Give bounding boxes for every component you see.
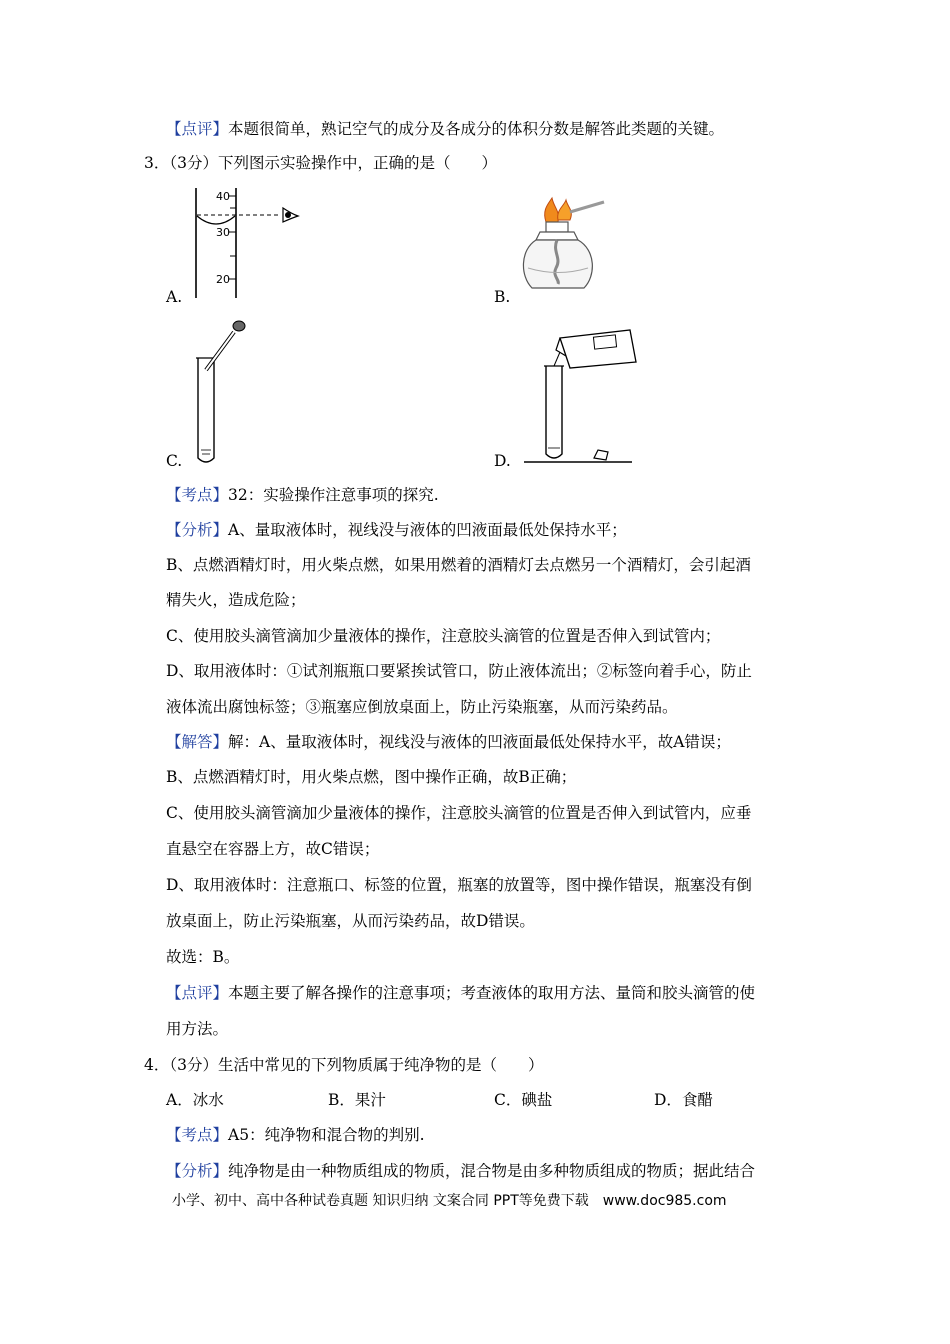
cylinder-mark-30: 30 — [216, 226, 230, 239]
jieda-3-line-4: 直悬空在容器上方，故C错误； — [166, 840, 380, 858]
kaodian-4-tag: 【考点】 — [166, 1126, 229, 1144]
review-3-tag: 【点评】 — [166, 984, 229, 1002]
kaodian-4 — [166, 1124, 425, 1146]
jieda-text: 解：A、量取液体时，视线没与液体的凹液面最低处保持水平，故A错误； — [228, 733, 731, 751]
fenxi-3-line-5: D、取用液体时：①试剂瓶瓶口要紧挨试管口，防止液体流出；②标签向着手心，防止 — [166, 662, 752, 680]
kaodian-text: 32：实验操作注意事项的探究. — [228, 486, 439, 504]
jieda-3-line-5: D、取用液体时：注意瓶口、标签的位置，瓶塞的放置等，图中操作错误，瓶塞没有倒 — [166, 876, 752, 894]
q4-option-a: A．冰水 — [166, 1091, 224, 1109]
option-c-label: C. — [166, 452, 183, 470]
review-tag: 【点评】 — [166, 120, 229, 138]
bottle-stopper-icon — [594, 450, 608, 460]
fenxi-tag: 【分析】 — [166, 521, 229, 539]
fenxi-3-line-4: C、使用胶头滴管滴加少量液体的操作，注意胶头滴管的位置是否伸入到试管内； — [166, 627, 721, 645]
fenxi-text: A、量取液体时，视线没与液体的凹液面最低处保持水平； — [228, 521, 627, 539]
fenxi-3-line-6: 液体流出腐蚀标签；③瓶塞应倒放桌面上，防止污染瓶塞，从而污染药品。 — [166, 698, 678, 716]
kaodian-tag: 【考点】 — [166, 486, 229, 504]
cylinder-mark-40: 40 — [216, 190, 230, 203]
kaodian-4-text: A5：纯净物和混合物的判别. — [228, 1126, 425, 1144]
alcohol-lamp-figure — [518, 196, 628, 300]
rubber-bulb-icon — [233, 321, 245, 331]
jieda-tag: 【解答】 — [166, 733, 229, 751]
review-text: 本题很简单，熟记空气的成分及各成分的体积分数是解答此类题的关键。 — [228, 120, 725, 138]
option-a-label: A. — [166, 288, 183, 306]
graduated-cylinder-figure — [180, 186, 310, 301]
fenxi-3-line-3: 精失火，造成危险； — [166, 591, 306, 609]
jieda-3-answer: 故选：B。 — [166, 948, 240, 966]
question-3-stem: 3．（3分）下列图示实验操作中，正确的是（ ） — [144, 154, 497, 172]
jieda-3-line-2: B、点燃酒精灯时，用火柴点燃，图中操作正确，故B正确； — [166, 768, 577, 786]
kaodian-3 — [166, 484, 439, 506]
option-d-label: D. — [494, 452, 511, 470]
question-4-stem: 4．（3分）生活中常见的下列物质属于纯净物的是（ ） — [144, 1056, 544, 1074]
cylinder-mark-20: 20 — [216, 273, 230, 286]
jieda-3-line-1 — [166, 731, 731, 753]
jieda-3-line-6: 放桌面上，防止污染瓶塞，从而污染药品，故D错误。 — [166, 912, 535, 930]
fenxi-3-line-1 — [166, 519, 627, 541]
fenxi-4-text: 纯净物是由一种物质组成的物质，混合物是由多种物质组成的物质；据此结合 — [228, 1162, 756, 1180]
review-3-text: 本题主要了解各操作的注意事项；考查液体的取用方法、量筒和胶头滴管的使 — [228, 984, 756, 1002]
fenxi-4 — [166, 1160, 755, 1182]
footer-ad: 小学、初中、高中各种试卷真题 知识归纳 文案合同 PPT等免费下载 www.doc985.com — [172, 1193, 727, 1209]
review-3-line-2: 用方法。 — [166, 1020, 229, 1038]
fenxi-3-line-2: B、点燃酒精灯时，用火柴点燃，如果用燃着的酒精灯去点燃另一个酒精灯，会引起酒 — [166, 556, 751, 574]
review-3-line-1 — [166, 982, 755, 1004]
fenxi-4-tag: 【分析】 — [166, 1162, 229, 1180]
option-b-label: B. — [494, 288, 511, 306]
q4-option-b: B．果汁 — [328, 1091, 386, 1109]
pouring-liquid-figure — [520, 326, 640, 468]
q4-option-d: D．食醋 — [654, 1091, 713, 1109]
q4-option-c: C．碘盐 — [494, 1091, 553, 1109]
review-line — [166, 118, 724, 140]
jieda-3-line-3: C、使用胶头滴管滴加少量液体的操作，注意胶头滴管的位置是否伸入到试管内，应垂 — [166, 804, 752, 822]
dropper-test-tube-figure — [186, 318, 256, 468]
